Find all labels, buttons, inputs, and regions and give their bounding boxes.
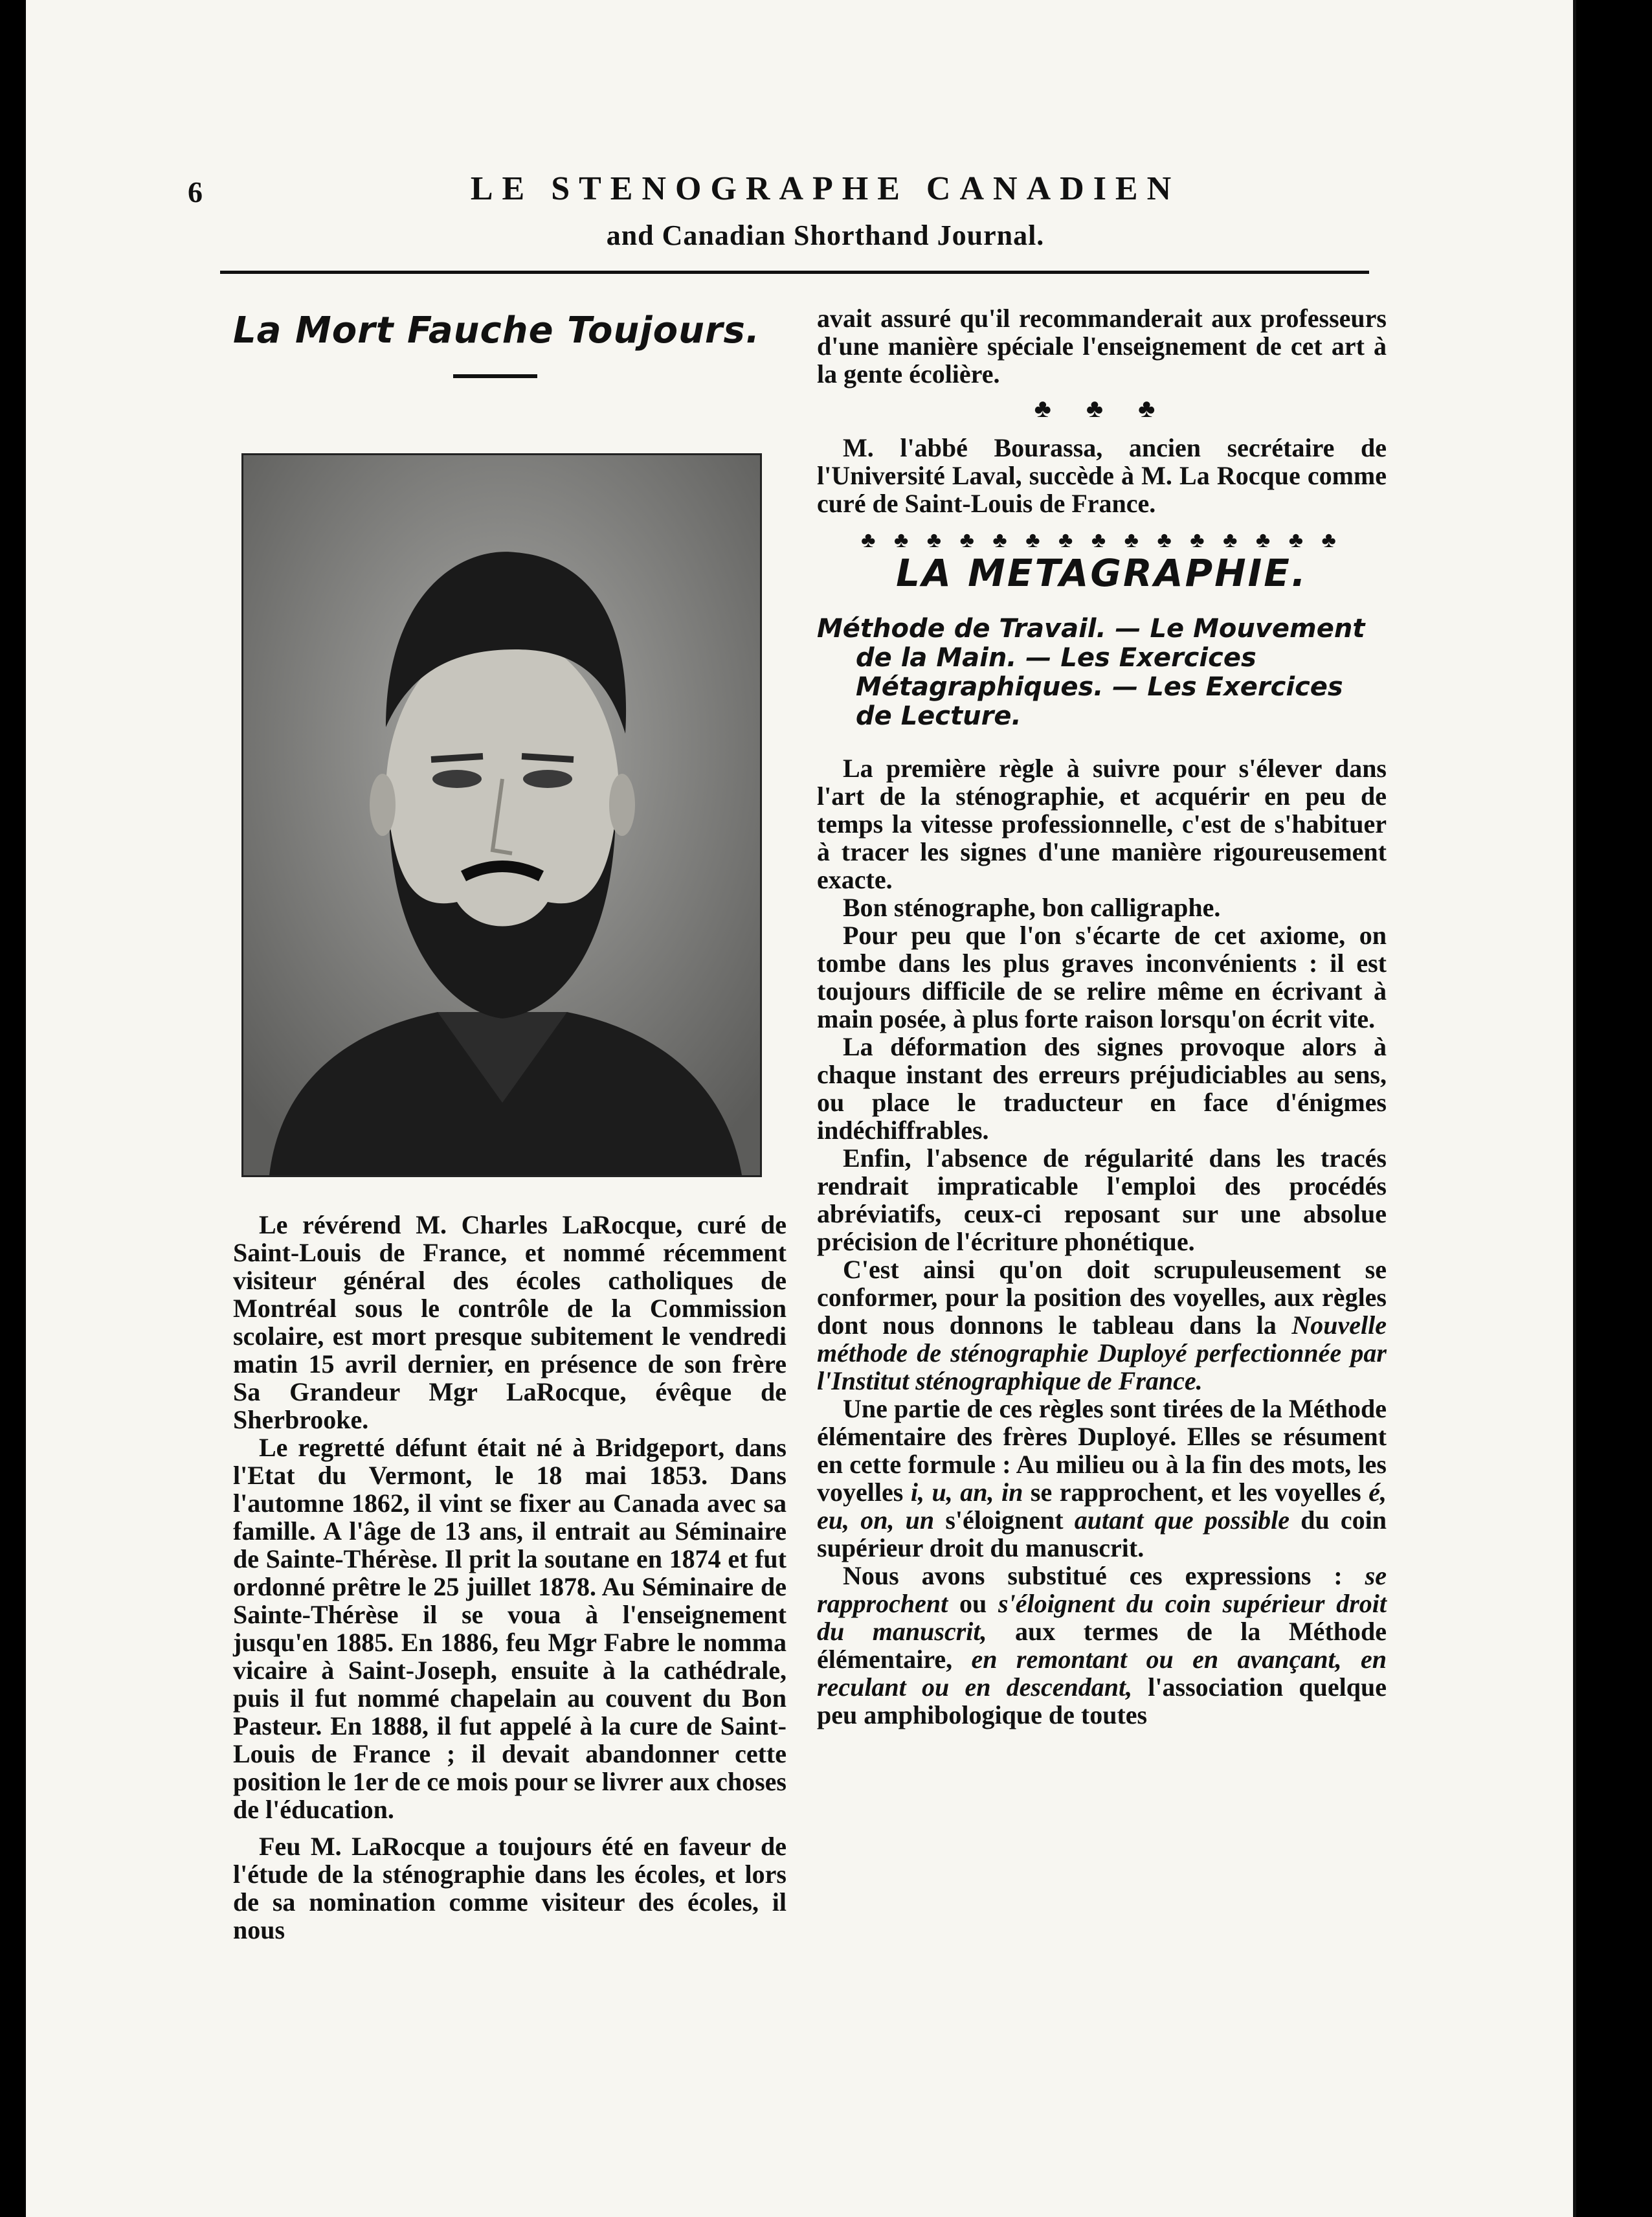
portrait-photo (241, 453, 762, 1177)
header-rule (220, 271, 1369, 274)
paragraph: Le regretté défunt était né à Bridgeport, dans l'Etat du Vermont, le 18 mai 1853. Dans l'automne 1862, il vint se fixer au Canada avec sa famille. A l'âge de 13 ans, il entrait au Séminaire de Sainte-Thérèse. Il prit la soutane en 1874 et fut ordonné prêtre le 25 juillet 1878. Au Séminaire de Sainte-Thérèse il se voua à l'enseignement jusqu'en 1885. En 1886, feu Mgr Fabre le nomma vicaire à Saint-Joseph, ensuite à la cathédrale, puis il fut nommé chapelain au couvent du Bon Pasteur. En 1888, il fut appelé à la cure de Saint-Louis de France ; il devait abandonner cette position le 1er de ce mois pour se livrer aux choses de l'éducation. (233, 1433, 787, 1824)
paragraph (817, 1255, 1387, 1395)
italic-text: en remontant ou en avançant, en reculant ou en descendant, (817, 1645, 1387, 1702)
italic-text: é, eu, on, un (817, 1478, 1387, 1535)
paragraph-continued: avait assuré qu'il recommanderait aux professeurs d'une manière spéciale l'enseignement de cet art à la gente écolière. (817, 304, 1387, 388)
text: ou (948, 1589, 999, 1618)
text: aux termes de la Méthode élémentaire, (817, 1617, 1387, 1674)
paragraph: La première règle à suivre pour s'élever dans l'art de la sténographie, et acquérir en peu de temps la vitesse professionnelle, c'est de s'habituer à tracer les signes d'une manière rigoureusement exacte. (817, 754, 1387, 894)
text: l'association quelque peu amphibologique de toutes (817, 1672, 1387, 1729)
paragraph: La déformation des signes provoque alors à chaque instant des erreurs préjudiciables au sens, ou place le traducteur en face d'énigmes indéchiffrables. (817, 1032, 1387, 1145)
masthead-subtitle: and Canadian Shorthand Journal. (606, 219, 1045, 251)
text: du coin supérieur droit du manuscrit. (817, 1505, 1387, 1562)
italic-text: i, u, an, in (910, 1478, 1023, 1507)
section-title: LA METAGRAPHIE. (896, 551, 1308, 595)
paragraph (817, 1395, 1387, 1562)
text: se rapprochent, et les voyelles (1023, 1478, 1369, 1507)
paragraph (817, 1562, 1387, 1729)
masthead: LE STENOGRAPHE CANADIEN (470, 170, 1181, 207)
right-column (817, 304, 1387, 1729)
text: Nous avons substitué ces expressions : (843, 1561, 1365, 1590)
left-column (233, 1211, 787, 1944)
scan-border (1576, 0, 1652, 2217)
text: Une partie de ces règles sont tirées de la Méthode élémentaire des frères Duployé. Elles se résument en cette formule : Au milieu ou à la fin des mots, les voyelles (817, 1394, 1387, 1507)
section-subtitle: Méthode de Travail. — Le Mouvement de la Main. — Les Exercices Métagraphiques. — Les Exercices de Lecture. (817, 614, 1365, 731)
italic-text: s'éloignent du coin supérieur droit du manuscrit, (817, 1589, 1387, 1646)
paragraph: Enfin, l'absence de régularité dans les tracés rendrait impraticable l'emploi des procédés abréviatifs, ceux-ci reposant sur une absolue précision de l'écriture phonétique. (817, 1143, 1387, 1256)
italic-text: Nouvelle méthode de sténographie Duployé perfectionnée par l'Institut sténographique de France. (817, 1311, 1387, 1395)
paragraph: Le révérend M. Charles LaRocque, curé de Saint-Louis de France, et nommé récemment visiteur général des écoles catholiques de Montréal sous le contrôle de la Commission scolaire, est mort presque subitement le vendredi matin 15 avril dernier, en présence de son frère Sa Grandeur Mgr LaRocque, évêque de Sherbrooke. (233, 1210, 787, 1434)
ornament-divider: ♣ ♣ ♣ (1034, 394, 1170, 423)
ornament-row: ♣ ♣ ♣ ♣ ♣ ♣ ♣ ♣ ♣ ♣ ♣ ♣ ♣ ♣ ♣ (861, 528, 1343, 552)
title-dash (453, 374, 537, 378)
article-title: La Mort Fauche Toujours. (233, 309, 761, 352)
text: s'éloignent (934, 1505, 1075, 1535)
page-number: 6 (188, 175, 203, 208)
paragraph: Bon sténographe, bon calligraphe. (843, 893, 1221, 922)
text: C'est ainsi qu'on doit scrupuleusement se conformer, pour la position des voyelles, aux règles dont nous donnons le tableau dans la (817, 1255, 1387, 1340)
paragraph: Pour peu que l'on s'écarte de cet axiome, on tombe dans les plus graves inconvénients : il est toujours difficile de se relire même en écrivant à main posée, à plus forte raison lorsqu'on écrit vite. (817, 921, 1387, 1033)
italic-text: se rapprochent (817, 1561, 1387, 1618)
italic-text: autant que possible (1074, 1505, 1289, 1535)
notice-paragraph: M. l'abbé Bourassa, ancien secrétaire de l'Université Laval, succède à M. La Rocque comme curé de Saint-Louis de France. (817, 433, 1387, 518)
paragraph: Feu M. LaRocque a toujours été en faveur de l'étude de la sténographie dans les écoles, et lors de sa nomination comme visiteur des écoles, il nous (233, 1832, 787, 1944)
